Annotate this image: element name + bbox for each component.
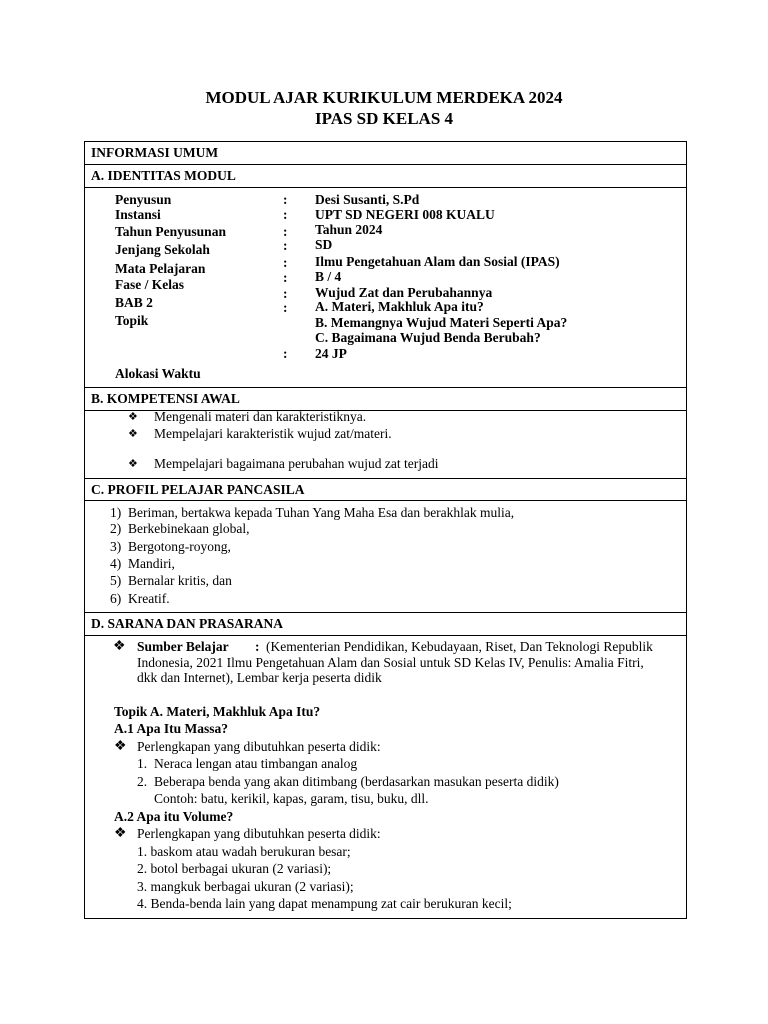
diamond-bullet-icon: ❖ <box>128 458 138 470</box>
table-divider <box>84 612 687 613</box>
profil-item: Berkebinekaan global, <box>128 521 250 536</box>
a1-contoh: Contoh: batu, kerikil, kapas, garam, tisu, buku, dll. <box>154 791 429 806</box>
identity-label: Instansi <box>115 207 161 222</box>
a2-item: 1. baskom atau wadah berukuran besar; <box>137 844 351 859</box>
profil-number: 5) <box>110 573 122 588</box>
table-divider <box>84 387 687 388</box>
topik-a-heading: Topik A. Materi, Makhluk Apa Itu? <box>114 704 321 719</box>
profil-number: 6) <box>110 591 122 606</box>
table-divider <box>84 478 687 479</box>
identity-value: Ilmu Pengetahuan Alam dan Sosial (IPAS) <box>315 254 560 269</box>
document-title: MODUL AJAR KURIKULUM MERDEKA 2024 <box>205 88 563 107</box>
kompetensi-item: Mempelajari karakteristik wujud zat/materi. <box>154 426 392 441</box>
identitas-modul-header: A. IDENTITAS MODUL <box>91 168 236 183</box>
table-divider <box>84 164 687 165</box>
identity-colon: : <box>283 207 288 222</box>
identity-colon: : <box>283 224 288 239</box>
identity-label: Penyusun <box>115 192 172 207</box>
sumber-belajar-text: (Kementerian Pendidikan, Kebudayaan, Riset, Dan Teknologi Republik <box>266 639 653 654</box>
a1-number: 2. <box>137 774 148 789</box>
diamond-bullet-icon: ❖ <box>114 739 127 754</box>
identity-colon: : <box>283 255 288 270</box>
document-subtitle: IPAS SD KELAS 4 <box>314 109 454 128</box>
identity-colon: : <box>283 286 288 301</box>
profil-item: Mandiri, <box>128 556 175 571</box>
a1-number: 1. <box>137 756 148 771</box>
table-divider <box>84 500 687 501</box>
a2-item: 3. mangkuk berbagai ukuran (2 variasi); <box>137 879 354 894</box>
sarana-prasarana-header: D. SARANA DAN PRASARANA <box>91 616 284 631</box>
diamond-bullet-icon: ❖ <box>114 826 127 841</box>
profil-number: 2) <box>110 521 122 536</box>
profil-pelajar-header: C. PROFIL PELAJAR PANCASILA <box>91 482 305 497</box>
sumber-belajar-colon: : <box>255 639 260 654</box>
a1-intro: Perlengkapan yang dibutuhkan peserta didik: <box>137 739 381 754</box>
identity-value: UPT SD NEGERI 008 KUALU <box>315 207 495 222</box>
sumber-belajar-text: Indonesia, 2021 Ilmu Pengetahuan Alam dan Sosial untuk SD Kelas IV, Penulis: Amalia Fitri, <box>137 655 644 670</box>
a2-heading: A.2 Apa itu Volume? <box>114 809 234 824</box>
table-divider <box>84 187 687 188</box>
identity-colon: : <box>283 346 288 361</box>
profil-item: Beriman, bertakwa kepada Tuhan Yang Maha Esa dan berakhlak mulia, <box>128 505 515 520</box>
diamond-bullet-icon: ❖ <box>128 428 138 440</box>
identity-label: Jenjang Sekolah <box>115 242 210 257</box>
identity-value: 24 JP <box>315 346 347 361</box>
informasi-umum-header: INFORMASI UMUM <box>91 145 219 160</box>
profil-number: 4) <box>110 556 122 571</box>
identity-label: Topik <box>115 313 149 328</box>
identity-value: A. Materi, Makhluk Apa itu? <box>315 299 484 314</box>
kompetensi-awal-header: B. KOMPETENSI AWAL <box>91 391 240 406</box>
table-divider <box>84 635 687 636</box>
identity-colon: : <box>283 238 288 253</box>
a2-item: 4. Benda-benda lain yang dapat menampung zat cair berukuran kecil; <box>137 896 512 911</box>
identity-label: Alokasi Waktu <box>115 366 201 381</box>
identity-colon: : <box>283 192 288 207</box>
identity-value: B. Memangnya Wujud Materi Seperti Apa? <box>315 315 568 330</box>
profil-number: 1) <box>110 505 122 520</box>
a1-heading: A.1 Apa Itu Massa? <box>114 721 229 736</box>
a1-item: Neraca lengan atau timbangan analog <box>154 756 358 771</box>
identity-label: BAB 2 <box>115 295 153 310</box>
profil-item: Bergotong-royong, <box>128 539 231 554</box>
identity-label: Mata Pelajaran <box>115 261 206 276</box>
a2-item: 2. botol berbagai ukuran (2 variasi); <box>137 861 332 876</box>
profil-number: 3) <box>110 539 122 554</box>
sumber-belajar-label: Sumber Belajar <box>137 639 229 654</box>
identity-label: Fase / Kelas <box>115 277 184 292</box>
diamond-bullet-icon: ❖ <box>113 639 126 654</box>
identity-colon: : <box>283 270 288 285</box>
a2-intro: Perlengkapan yang dibutuhkan peserta didik: <box>137 826 381 841</box>
identity-colon: : <box>283 300 288 315</box>
identity-value: Tahun 2024 <box>315 222 383 237</box>
identity-value: SD <box>315 237 333 252</box>
identity-label: Tahun Penyusunan <box>115 224 226 239</box>
kompetensi-item: Mengenali materi dan karakteristiknya. <box>154 409 367 424</box>
identity-value: C. Bagaimana Wujud Benda Berubah? <box>315 330 541 345</box>
profil-item: Kreatif. <box>128 591 170 606</box>
a1-item: Beberapa benda yang akan ditimbang (berdasarkan masukan peserta didik) <box>154 774 559 789</box>
identity-value: Wujud Zat dan Perubahannya <box>315 285 493 300</box>
identity-value: Desi Susanti, S.Pd <box>315 192 420 207</box>
sumber-belajar-text: dkk dan Internet), Lembar kerja peserta didik <box>137 670 382 685</box>
identity-value: B / 4 <box>315 269 342 284</box>
profil-item: Bernalar kritis, dan <box>128 573 232 588</box>
diamond-bullet-icon: ❖ <box>128 411 138 423</box>
kompetensi-item: Mempelajari bagaimana perubahan wujud zat terjadi <box>154 456 439 471</box>
